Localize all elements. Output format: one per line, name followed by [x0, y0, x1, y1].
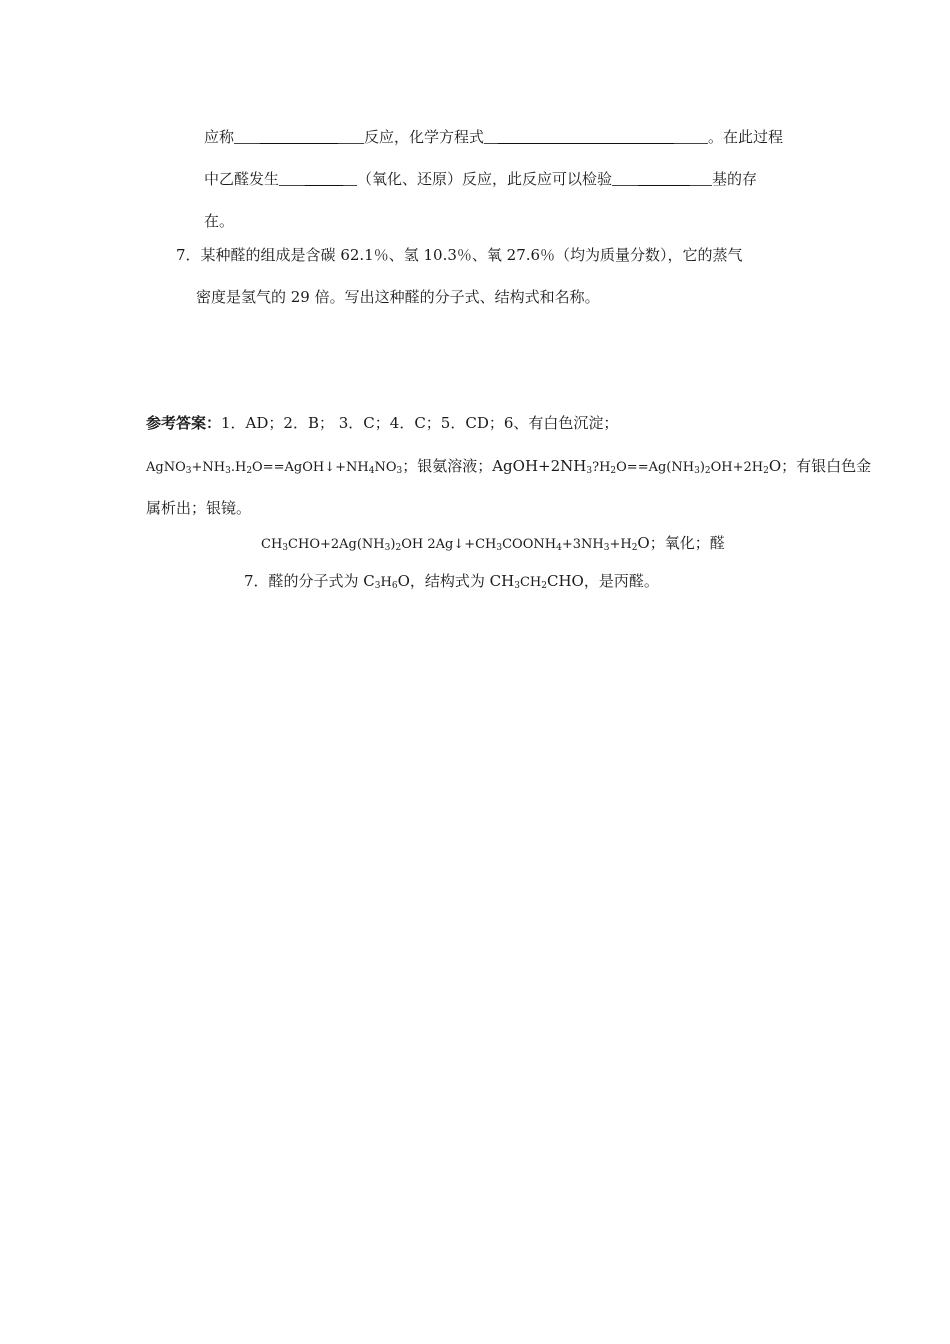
q6-line-2 [204, 168, 757, 190]
answers-header: 参考答案： [146, 414, 222, 432]
eq-text: 7．醛的分子式为 C [244, 572, 375, 590]
eq-text: .H [230, 460, 247, 475]
eq-text: O==Ag(NH [616, 460, 695, 475]
eq-text: ；银氨溶液；AgOH+2NH [402, 457, 587, 475]
eq-text: H [380, 575, 392, 590]
eq-text: CH [261, 537, 283, 552]
subscript: 2 [246, 466, 253, 476]
subscript: 3 [603, 543, 610, 553]
eq-text: O，结构式为 CH [397, 572, 515, 590]
q6-text: 。在此过程 [708, 128, 784, 146]
subscript: 3 [185, 466, 192, 476]
subscript: 3 [586, 466, 593, 476]
subscript: 2 [704, 466, 711, 476]
q6-text: 基的存 [712, 170, 758, 188]
answers-equation-2 [261, 532, 725, 556]
subscript: 2 [395, 543, 402, 553]
q7-line-2: 密度是氢气的 29 倍。写出这种醛的分子式、结构式和名称。 [196, 288, 600, 306]
answer-blank [279, 170, 357, 184]
answer-blank [234, 128, 364, 142]
q6-text: 中乙醛发生 [204, 170, 280, 188]
eq-text: O；有银白色金 [768, 457, 872, 475]
answer-blank [612, 170, 712, 184]
eq-text: ) [699, 460, 705, 475]
eq-text: CH [519, 575, 542, 590]
q6-line-3 [204, 210, 234, 232]
eq-text: CHO，是丙醛。 [547, 572, 659, 590]
eq-text: AgNO [146, 460, 186, 475]
eq-text: +H [609, 537, 632, 552]
subscript: 2 [763, 466, 769, 476]
answers-equation-1 [146, 455, 871, 479]
subscript: 2 [631, 543, 638, 553]
eq-text: +NH [191, 460, 226, 475]
subscript: 4 [368, 466, 375, 476]
q6-text: 反应，化学方程式 [364, 128, 485, 146]
eq-text: ) [390, 537, 396, 552]
eq-text: O==AgOH↓+NH [252, 460, 369, 475]
eq-text: NO [374, 460, 397, 475]
answer-blank [484, 128, 708, 142]
subscript: 2 [541, 581, 547, 591]
subscript: 4 [556, 543, 562, 553]
subscript: 6 [391, 581, 398, 591]
subscript: 3 [384, 543, 391, 553]
answers-line-3: 属析出；银镜。 [146, 499, 252, 517]
q7-line-1: 7．某种醛的组成是含碳 62.1％、氢 10.3％、氧 27.6％（均为质量分数），它的蒸气 [176, 246, 743, 264]
eq-text: ?H [592, 460, 611, 475]
subscript: 3 [374, 581, 381, 591]
subscript: 3 [694, 466, 700, 476]
subscript: 3 [282, 543, 289, 553]
subscript: 2 [610, 466, 617, 476]
subscript: 3 [514, 581, 520, 591]
subscript: 3 [496, 543, 503, 553]
q6-line-1 [204, 126, 783, 148]
q6-text: （氧化、还原）反应，此反应可以检验 [357, 170, 613, 188]
eq-text: OH 2Ag↓+CH [401, 537, 497, 552]
eq-text: CHO+2Ag(NH [288, 537, 385, 552]
q6-text: 应称 [204, 128, 235, 146]
q6-text: 在。 [204, 212, 235, 230]
subscript: 3 [225, 466, 231, 476]
subscript: 3 [396, 466, 403, 476]
eq-text: OH+2H [710, 460, 764, 475]
answers-line-1 [146, 412, 618, 434]
eq-text: +3NH [561, 537, 604, 552]
answers-equation-3 [244, 570, 659, 594]
answers-text: 1．AD；2．B； 3．C；4．C；5．CD；6、有白色沉淀； [221, 414, 619, 432]
eq-text: O；氧化；醛 [637, 534, 725, 552]
eq-text: COONH [502, 537, 557, 552]
